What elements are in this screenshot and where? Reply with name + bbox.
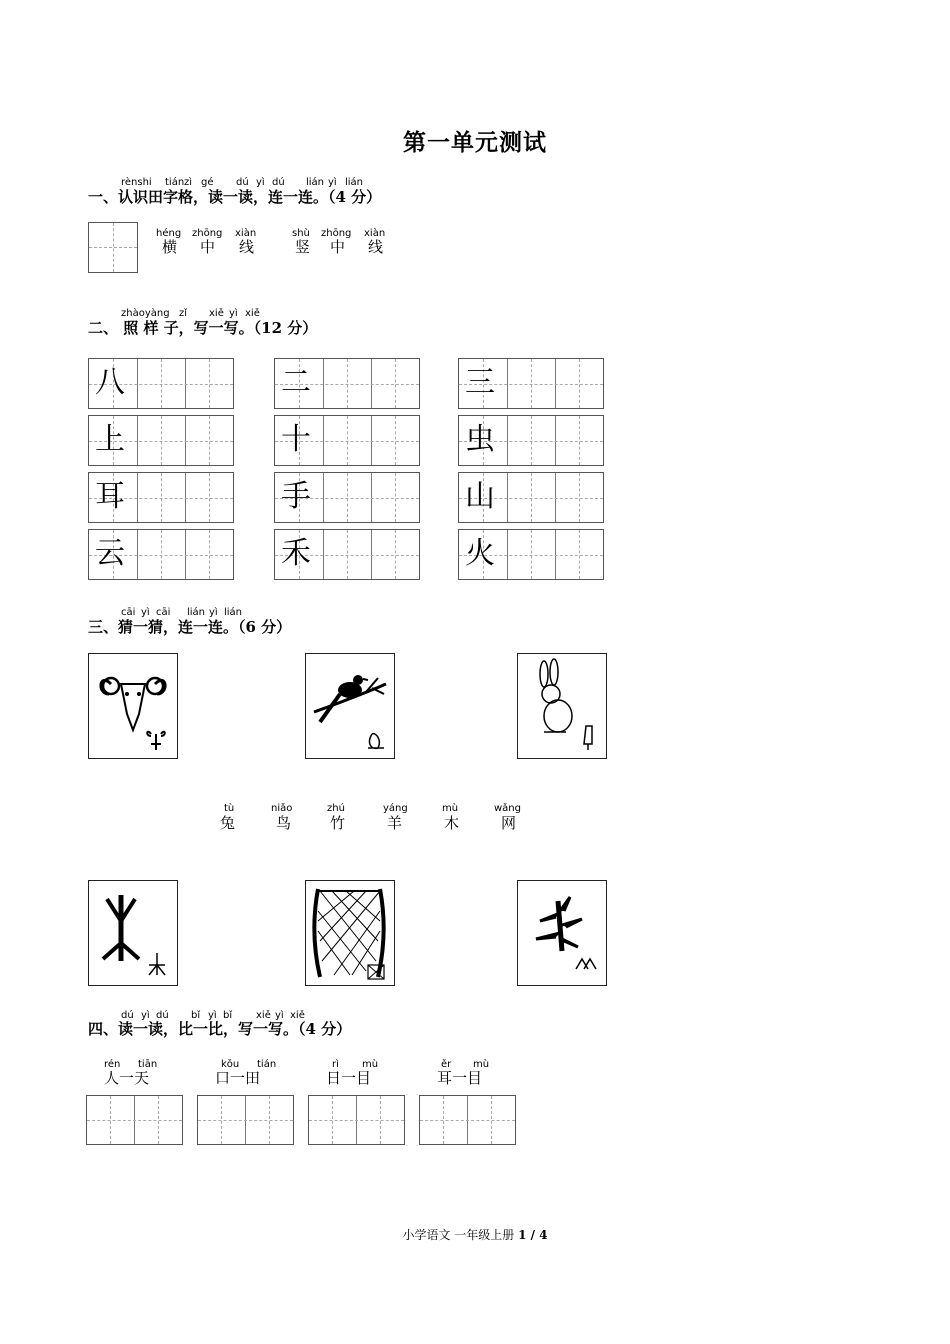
pinyin: tián xyxy=(165,177,185,188)
pinyin: cāi xyxy=(156,607,171,618)
model-character: 虫 xyxy=(465,422,495,457)
model-character: 禾 xyxy=(281,536,311,571)
pinyin: dú xyxy=(236,177,249,188)
pinyin: yì xyxy=(328,177,337,188)
bamboo-picture[interactable] xyxy=(517,880,607,986)
hanzi: 中 xyxy=(330,238,346,256)
pinyin: xiě xyxy=(290,1010,305,1021)
pinyin: shù xyxy=(292,228,310,239)
model-character: 火 xyxy=(465,536,495,571)
pinyin: tián xyxy=(257,1059,277,1070)
pinyin: rì xyxy=(332,1059,339,1070)
word[interactable]: 网 xyxy=(501,814,517,832)
pinyin: dú xyxy=(156,1010,169,1021)
writing-box[interactable] xyxy=(197,1095,294,1145)
pinyin: lián xyxy=(224,607,243,618)
pinyin: wǎng xyxy=(494,803,521,814)
pinyin: zì xyxy=(184,177,193,188)
pinyin: lián xyxy=(187,607,206,618)
word[interactable]: 竹 xyxy=(330,814,346,832)
question-2-heading: 二、 照 样 子，写一写。（12 分） xyxy=(88,319,318,337)
net-picture[interactable] xyxy=(305,880,395,986)
pinyin: ěr xyxy=(441,1059,452,1070)
word[interactable]: 羊 xyxy=(387,814,403,832)
pinyin: xiàn xyxy=(364,228,386,239)
model-character: 云 xyxy=(95,536,125,571)
pinyin: kǒu xyxy=(221,1059,240,1070)
writing-row[interactable] xyxy=(458,529,604,580)
writing-box[interactable] xyxy=(419,1095,516,1145)
pinyin: mù xyxy=(473,1059,490,1070)
pinyin: yáng xyxy=(383,803,408,814)
pinyin: dú xyxy=(121,1010,134,1021)
pinyin: dú xyxy=(272,177,285,188)
pinyin: héng xyxy=(156,228,182,239)
pinyin: zhàoyàng xyxy=(121,308,170,319)
hanzi: 线 xyxy=(239,238,255,256)
writing-row[interactable] xyxy=(88,472,234,523)
pinyin: yì xyxy=(256,177,265,188)
pinyin: rènshi xyxy=(121,177,152,188)
pinyin: zhōng xyxy=(192,228,223,239)
pinyin: zǐ xyxy=(179,308,188,319)
model-character: 三 xyxy=(465,365,495,400)
pinyin: bǐ xyxy=(191,1010,201,1021)
pinyin: zhōng xyxy=(321,228,352,239)
writing-row[interactable] xyxy=(458,472,604,523)
writing-row[interactable] xyxy=(274,472,420,523)
page-title: 第一单元测试 xyxy=(403,129,547,156)
pinyin: xiě xyxy=(256,1010,271,1021)
pinyin: yì xyxy=(275,1010,284,1021)
question-3-heading: 三、猜一猜，连一连。（6 分） xyxy=(88,618,292,636)
pinyin: xiàn xyxy=(235,228,257,239)
footer-subject: 小学语文 一年级上册 xyxy=(402,1228,519,1242)
rabbit-picture[interactable] xyxy=(517,653,607,759)
pinyin: lián xyxy=(345,177,364,188)
pinyin: zhú xyxy=(327,803,345,814)
page-number: 1 / 4 xyxy=(518,1228,548,1242)
word[interactable]: 兔 xyxy=(220,814,236,832)
pinyin: yì xyxy=(208,1010,217,1021)
writing-box[interactable] xyxy=(86,1095,183,1145)
tree-picture[interactable] xyxy=(88,880,178,986)
writing-row[interactable] xyxy=(458,358,604,409)
hanzi: 竖 xyxy=(295,238,311,256)
pinyin: xiě xyxy=(209,308,224,319)
writing-row[interactable] xyxy=(274,358,420,409)
word[interactable]: 木 xyxy=(444,814,460,832)
writing-row[interactable] xyxy=(274,529,420,580)
writing-row[interactable] xyxy=(88,415,234,466)
pinyin: tù xyxy=(224,803,235,814)
model-character: 耳 xyxy=(95,479,125,514)
pinyin: rén xyxy=(104,1059,121,1070)
pinyin: yì xyxy=(141,607,150,618)
model-character: 山 xyxy=(465,479,495,514)
question-1-heading: 一、认识田字格，读一读，连一连。（4 分） xyxy=(88,188,382,206)
character-pair: 人一天 xyxy=(104,1069,150,1087)
model-character: 十 xyxy=(281,422,311,457)
hanzi: 线 xyxy=(368,238,384,256)
hanzi: 横 xyxy=(162,238,178,256)
pinyin: tiān xyxy=(138,1059,158,1070)
hanzi: 中 xyxy=(200,238,216,256)
writing-row[interactable] xyxy=(274,415,420,466)
pinyin: yì xyxy=(141,1010,150,1021)
writing-row[interactable] xyxy=(88,529,234,580)
page-footer xyxy=(0,1226,950,1243)
writing-box[interactable] xyxy=(308,1095,405,1145)
pinyin: cāi xyxy=(121,607,136,618)
pinyin: xiě xyxy=(245,308,260,319)
writing-row[interactable] xyxy=(88,358,234,409)
writing-row[interactable] xyxy=(458,415,604,466)
model-character: 二 xyxy=(281,365,311,400)
bird-picture[interactable] xyxy=(305,653,395,759)
pinyin: gé xyxy=(201,177,214,188)
pinyin: mù xyxy=(442,803,459,814)
character-pair: 口一田 xyxy=(215,1069,261,1087)
character-pair: 日一目 xyxy=(326,1069,372,1087)
pinyin: yì xyxy=(229,308,238,319)
pinyin: niǎo xyxy=(271,803,293,814)
pinyin: bǐ xyxy=(223,1010,233,1021)
pinyin: lián xyxy=(306,177,325,188)
sheep-picture[interactable] xyxy=(88,653,178,759)
pinyin: mù xyxy=(362,1059,379,1070)
model-character: 手 xyxy=(281,479,311,514)
question-4-heading: 四、读一读，比一比，写一写。（4 分） xyxy=(88,1020,352,1038)
character-pair: 耳一目 xyxy=(437,1069,483,1087)
word[interactable]: 鸟 xyxy=(276,814,292,832)
tian-zi-ge-sample xyxy=(88,222,138,273)
pinyin: yì xyxy=(209,607,218,618)
model-character: 上 xyxy=(95,422,125,457)
model-character: 八 xyxy=(95,365,125,400)
